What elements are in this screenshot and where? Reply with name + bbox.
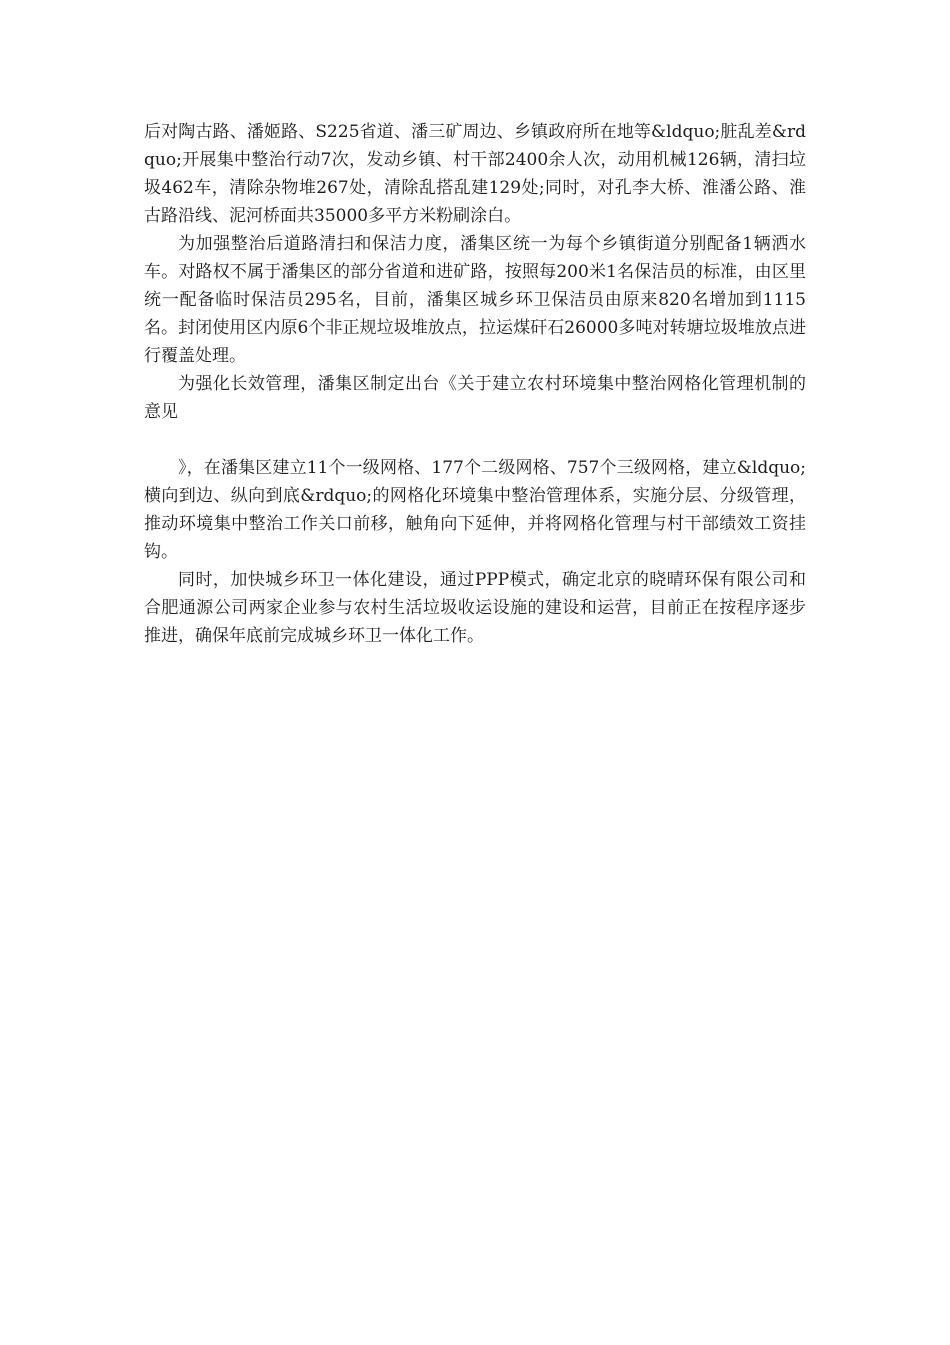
- paragraph-grid-management: 》，在潘集区建立11个一级网格、177个二级网格、757个三级网格，建立&ldquo;横向到边、纵向到底&rdquo;的网格化环境集中整治管理体系，实施分层、分级管理，推动环境集中整治工作关口前移，触角向下延伸，并将网格化管理与村干部绩效工资挂钩。: [144, 458, 806, 562]
- paragraph-sanitation-campaign: 后对陶古路、潘姬路、S225省道、潘三矿周边、乡镇政府所在地等&ldquo;脏乱差&rdquo;开展集中整治行动7次，发动乡镇、村干部2400余人次，动用机械126辆，清扫垃圾462车，清除杂物堆267处，清除乱搭乱建129处;同时，对孔李大桥、淮潘公路、淮古路沿线、泥河桥面共35000多平方米粉刷涂白。: [144, 122, 806, 226]
- paragraph-break: [144, 426, 806, 454]
- paragraph-long-term-management: 为强化长效管理，潘集区制定出台《关于建立农村环境集中整治网格化管理机制的意见: [144, 374, 806, 422]
- paragraph-road-cleaning: 为加强整治后道路清扫和保洁力度，潘集区统一为每个乡镇街道分别配备1辆洒水车。对路权不属于潘集区的部分省道和进矿路，按照每200米1名保洁员的标准，由区里统一配备临时保洁员295名，目前，潘集区城乡环卫保洁员由原来820名增加到1115名。封闭使用区内原6个非正规垃圾堆放点，拉运煤矸石26000多吨对转塘垃圾堆放点进行覆盖处理。: [144, 234, 806, 366]
- document-body: [144, 118, 806, 650]
- paragraph-ppp-integration: 同时，加快城乡环卫一体化建设，通过PPP模式，确定北京的晓晴环保有限公司和合肥通源公司两家企业参与农村生活垃圾收运设施的建设和运营，目前正在按程序逐步推进，确保年底前完成城乡环卫一体化工作。: [144, 570, 806, 646]
